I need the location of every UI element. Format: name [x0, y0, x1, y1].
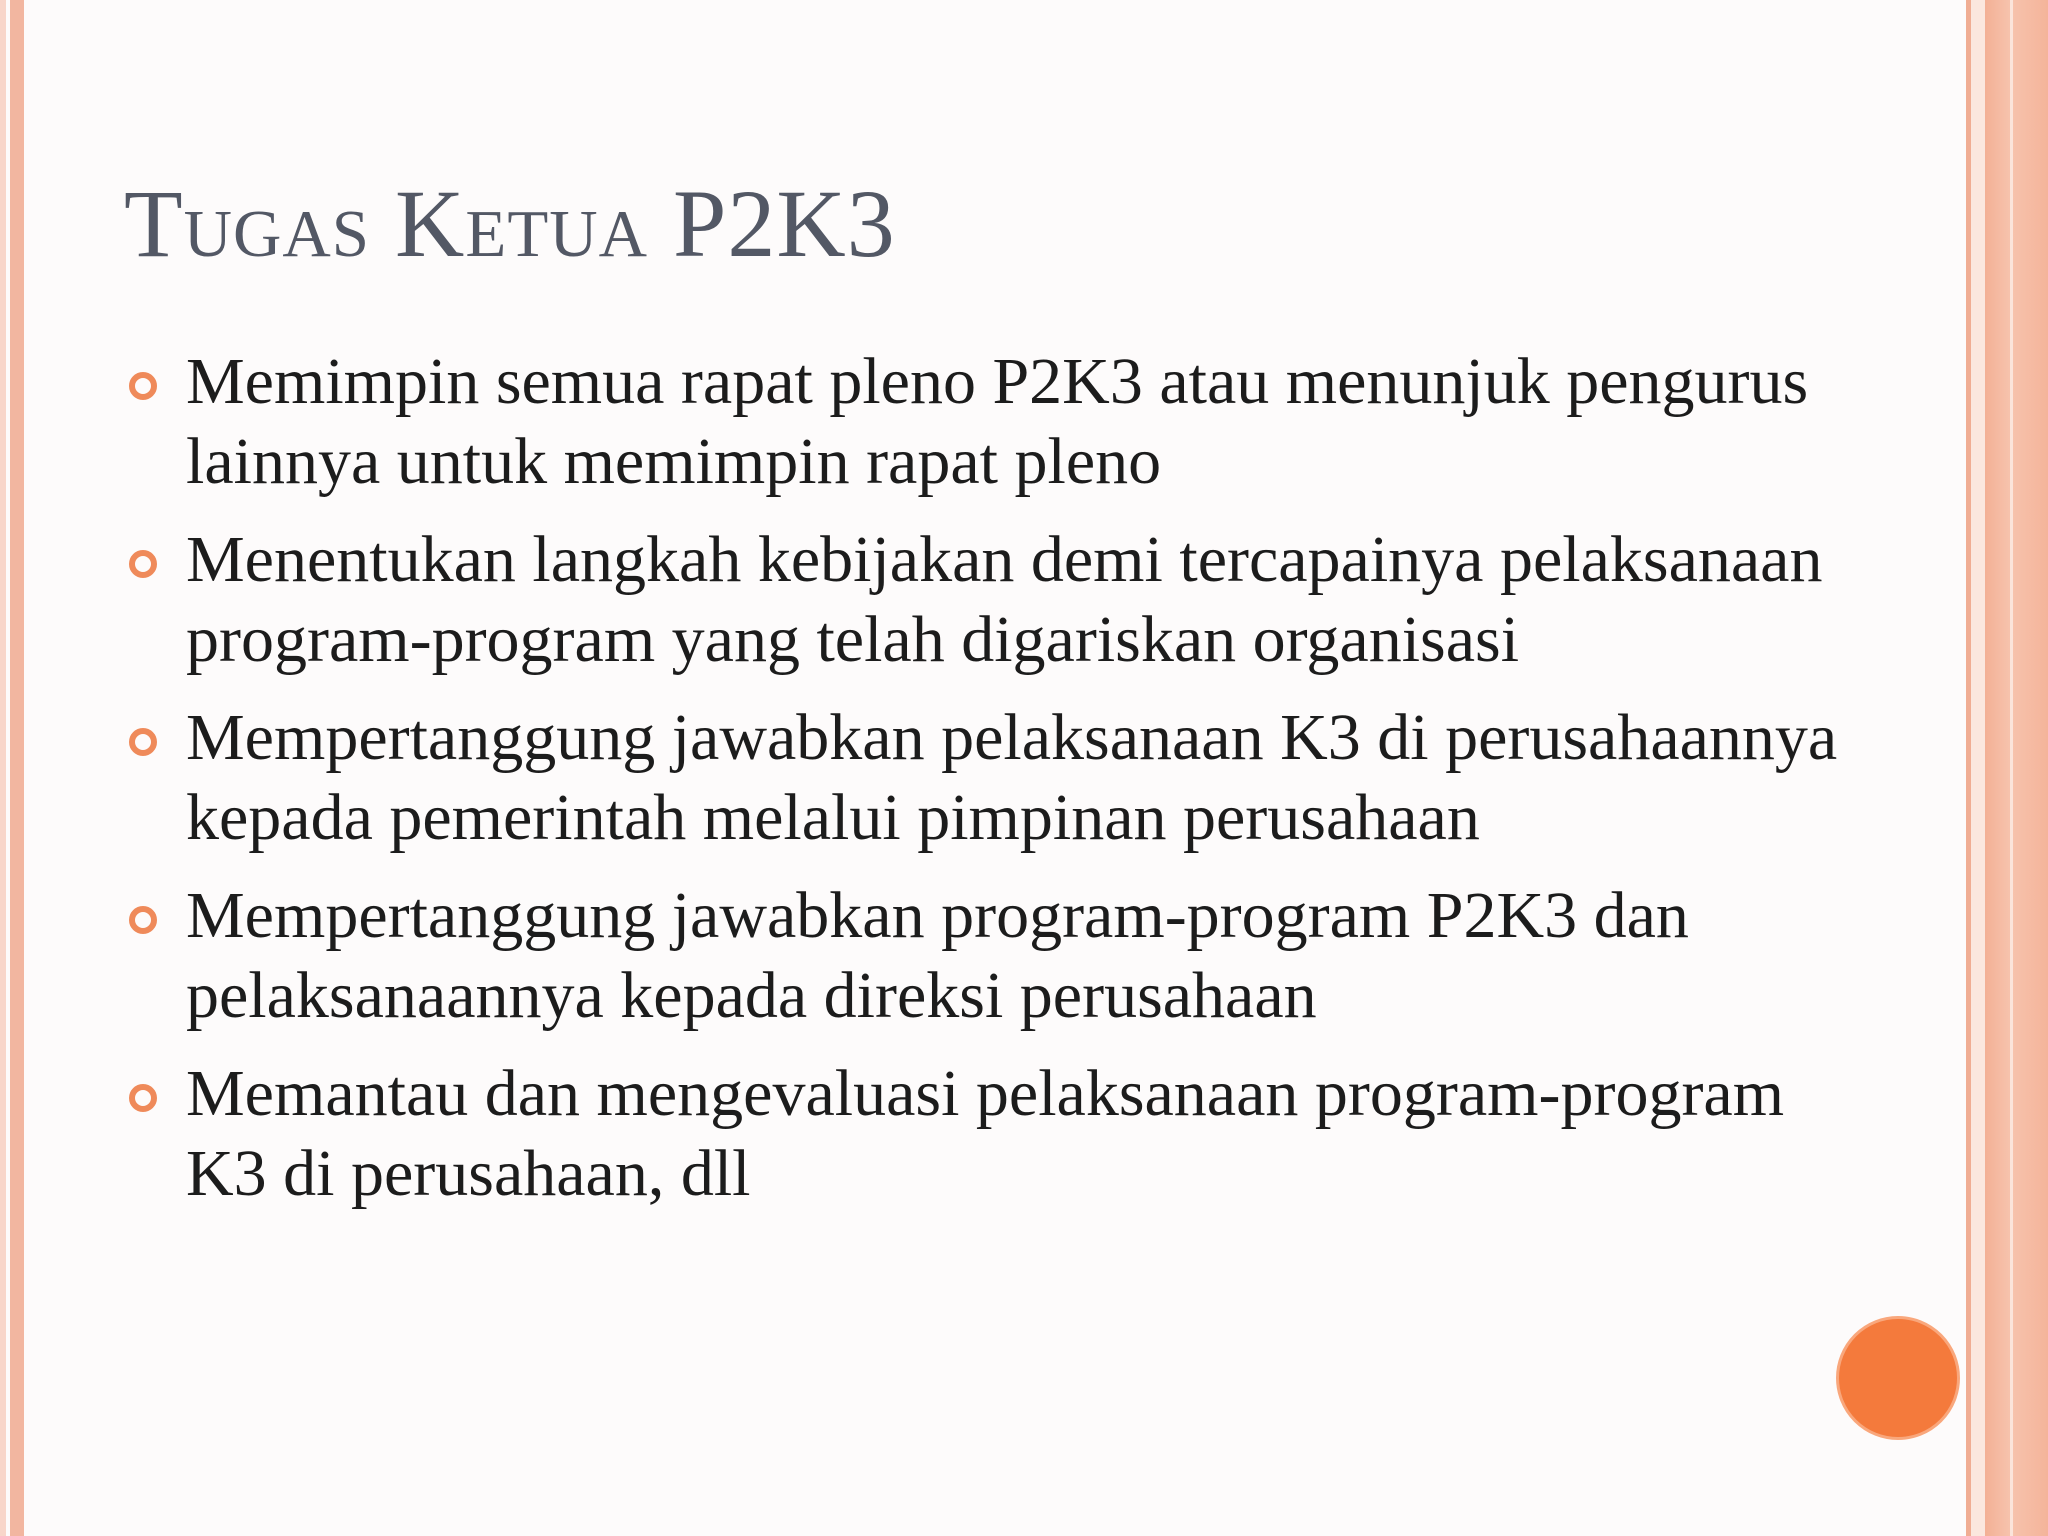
list-item	[124, 1054, 1844, 1214]
list-item	[124, 876, 1844, 1036]
orange-circle-icon	[1836, 1316, 1960, 1440]
list-item-text: Mempertanggung jawabkan pelaksanaan K3 di perusahaannya kepada pemerintah melalui pimpinan perusahaan	[186, 701, 1838, 854]
list-item-text: Menentukan langkah kebijakan demi tercapainya pelaksanaan program-program yang telah digariskan organisasi	[186, 523, 1823, 676]
bullet-icon	[129, 906, 157, 934]
right-border-band	[1985, 0, 2048, 1536]
left-border	[10, 0, 24, 1536]
list-item-text: Memantau dan mengevaluasi pelaksanaan program-program K3 di perusahaan, dll	[186, 1057, 1785, 1210]
list-item	[124, 520, 1844, 680]
bullet-list	[124, 342, 1844, 1232]
right-border-gap	[1971, 0, 1985, 1536]
bullet-icon	[129, 1084, 157, 1112]
list-item	[124, 698, 1844, 858]
right-border-line	[2010, 0, 2013, 1536]
bullet-icon	[129, 550, 157, 578]
list-item	[124, 342, 1844, 502]
bullet-icon	[129, 372, 157, 400]
list-item-text: Memimpin semua rapat pleno P2K3 atau menunjuk pengurus lainnya untuk memimpin rapat pleno	[186, 345, 1809, 498]
left-border-thin	[0, 0, 6, 1536]
list-item-text: Mempertanggung jawabkan program-program P2K3 dan pelaksanaannya kepada direksi perusahaan	[186, 879, 1689, 1032]
slide-title: Tugas Ketua P2K3	[124, 170, 896, 277]
bullet-icon	[129, 728, 157, 756]
